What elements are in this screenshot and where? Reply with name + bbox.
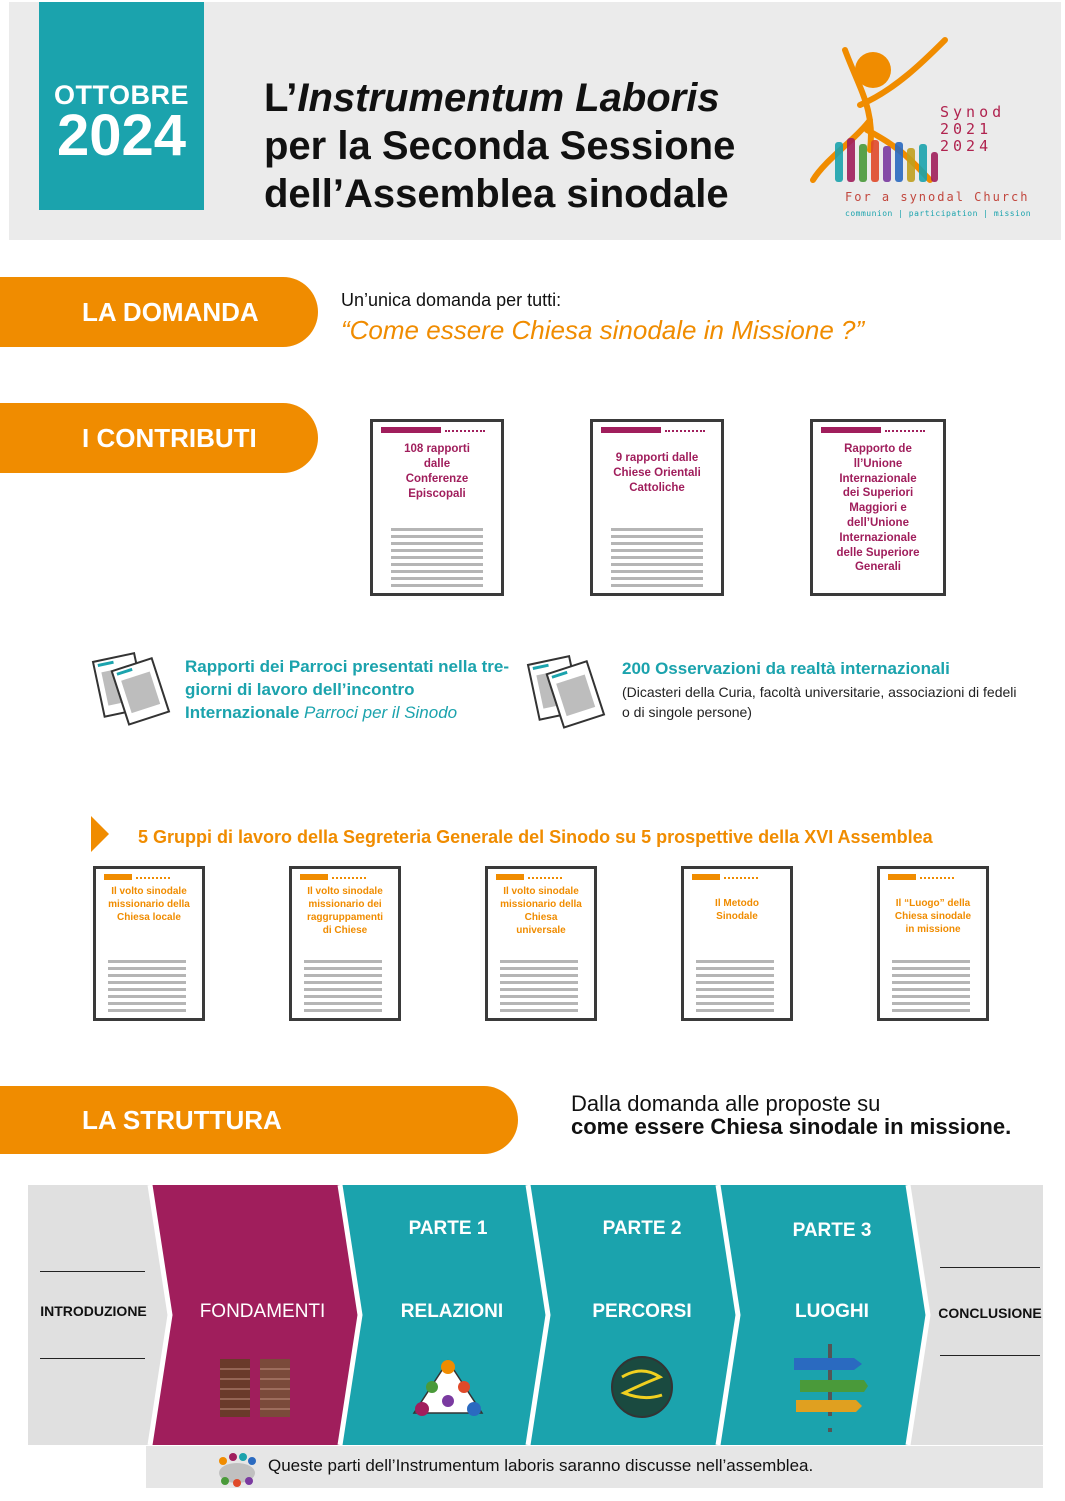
parte3-label: PARTE 3 [792, 1220, 872, 1241]
logo-for-text: For a synodal Church [845, 190, 1030, 204]
doc-dots [665, 430, 705, 432]
group-doc-chiesa-locale [93, 866, 205, 1021]
group-doc-raggruppamenti [289, 866, 401, 1021]
doc-card-chiese-orientali [590, 419, 724, 596]
conclusione-label: CONCLUSIONE [938, 1305, 1042, 1321]
doc-dots [445, 430, 485, 432]
intro-line-top [40, 1271, 145, 1272]
doc-text: Il volto sinodale missionario della Chiesa universale [500, 886, 582, 936]
doc-text: Il Metodo Sinodale [715, 898, 759, 922]
doc-bar [496, 874, 524, 880]
luoghi-label: LUOGHI [795, 1301, 869, 1322]
doc-bar [300, 874, 328, 880]
parte1-label: PARTE 1 [408, 1218, 488, 1239]
struttura-pill: LA STRUTTURA [0, 1086, 518, 1154]
doc-text: Il volto sinodale missionario della Chiesa locale [108, 886, 190, 923]
doc-card-conferenze [370, 419, 504, 596]
doc-lines [108, 956, 186, 1012]
doc-bar [381, 427, 441, 433]
intro-line-bottom [40, 1358, 145, 1359]
doc-dots [885, 430, 925, 432]
doc-bar [601, 427, 661, 433]
doc-dots [332, 877, 366, 879]
conclusion-line-top [940, 1267, 1040, 1268]
page-title [264, 74, 804, 218]
question-text: “Come essere Chiesa sinodale in Missione ?” [341, 315, 865, 345]
stacked-documents-icon [85, 645, 173, 730]
struttura-line-2: come essere Chiesa sinodale in missione. [571, 1114, 1012, 1139]
parte2-label: PARTE 2 [602, 1218, 682, 1239]
date-month: OTTOBRE [53, 80, 189, 110]
doc-bar [821, 427, 881, 433]
date-box [39, 2, 204, 210]
doc-dots [724, 877, 758, 879]
doc-lines [304, 956, 382, 1012]
play-arrow-icon [91, 816, 109, 852]
footer-text: Queste parti dell’Instrumentum laboris saranno discusse nell’assemblea. [268, 1456, 814, 1475]
doc-bar [888, 874, 916, 880]
percorsi-label: PERCORSI [592, 1301, 692, 1322]
doc-lines [391, 524, 483, 587]
brick-wall-icon [218, 1357, 294, 1419]
gruppi-heading: 5 Gruppi di lavoro della Segreteria Generale del Sinodo su 5 prospettive della XVI Assemblea [138, 827, 933, 847]
doc-dots [136, 877, 170, 879]
doc-text: 108 rapporti dalle Conferenze Episcopali [404, 443, 470, 500]
assembly-people-icon [215, 1447, 259, 1487]
doc-bar [692, 874, 720, 880]
logo-tagline: communion | participation | mission [845, 209, 1032, 218]
people-network-icon [408, 1357, 488, 1423]
title-line-2: per la Seconda Sessione [264, 124, 736, 168]
doc-text: Il volto sinodale missionario dei raggruppamenti di Chiese [306, 886, 384, 936]
logo-synod-word: Synod [940, 103, 1006, 121]
doc-text: 9 rapporti dalle Chiese Orientali Cattoliche [613, 452, 701, 494]
conclusion-line-bottom [940, 1355, 1040, 1356]
osservazioni-subtitle: (Dicasteri della Curia, facoltà universitarie, associazioni di fedeli o di singole persone) [622, 684, 1017, 720]
doc-dots [528, 877, 562, 879]
introduzione-label: INTRODUZIONE [40, 1303, 147, 1319]
signpost-icon [790, 1340, 870, 1435]
doc-lines [892, 956, 970, 1012]
group-doc-chiesa-universale [485, 866, 597, 1021]
parroci-main: Rapporti dei Parroci presentati nella tre-giorni di lavoro dell’incontro Internazionale [185, 657, 510, 722]
relazioni-label: RELAZIONI [400, 1301, 504, 1322]
title-italic: Instrumentum Laboris [297, 76, 720, 120]
question-intro: Un’unica domanda per tutti: [341, 290, 562, 310]
fondamenti-label: FONDAMENTI [199, 1301, 326, 1322]
winding-path-icon [610, 1355, 674, 1419]
doc-bar [104, 874, 132, 880]
contributi-pill: I CONTRIBUTI [0, 403, 318, 473]
doc-lines [500, 956, 578, 1012]
logo-year-end: 2024 [940, 137, 993, 155]
doc-text: Il “Luogo” della Chiesa sinodale in missione [894, 898, 972, 935]
domanda-pill: LA DOMANDA [0, 277, 318, 347]
stacked-documents-icon [520, 648, 608, 733]
doc-dots [920, 877, 954, 879]
logo-year-start: 2021 [940, 120, 993, 138]
doc-lines [611, 524, 703, 587]
doc-text: Rapporto de ll’Unione Internazionale dei Superiori Maggiori e dell’Unione Internazionale delle Superiore Generali [836, 443, 920, 574]
struttura-line-1: Dalla domanda alle proposte su [571, 1091, 881, 1116]
title-prefix: L’ [264, 76, 298, 120]
group-doc-metodo-sinodale [681, 866, 793, 1021]
title-line-3: dell’Assemblea sinodale [264, 172, 729, 216]
date-year: 2024 [56, 103, 187, 168]
doc-card-unione-superiori [810, 419, 946, 596]
group-doc-luogo-chiesa [877, 866, 989, 1021]
parroci-text [185, 655, 515, 724]
logo-synod-text [940, 104, 1005, 155]
osservazioni-title: 200 Osservazioni da realtà internazionali [622, 659, 950, 678]
parroci-italic: Parroci per il Sinodo [304, 703, 458, 722]
doc-lines [696, 956, 774, 1012]
